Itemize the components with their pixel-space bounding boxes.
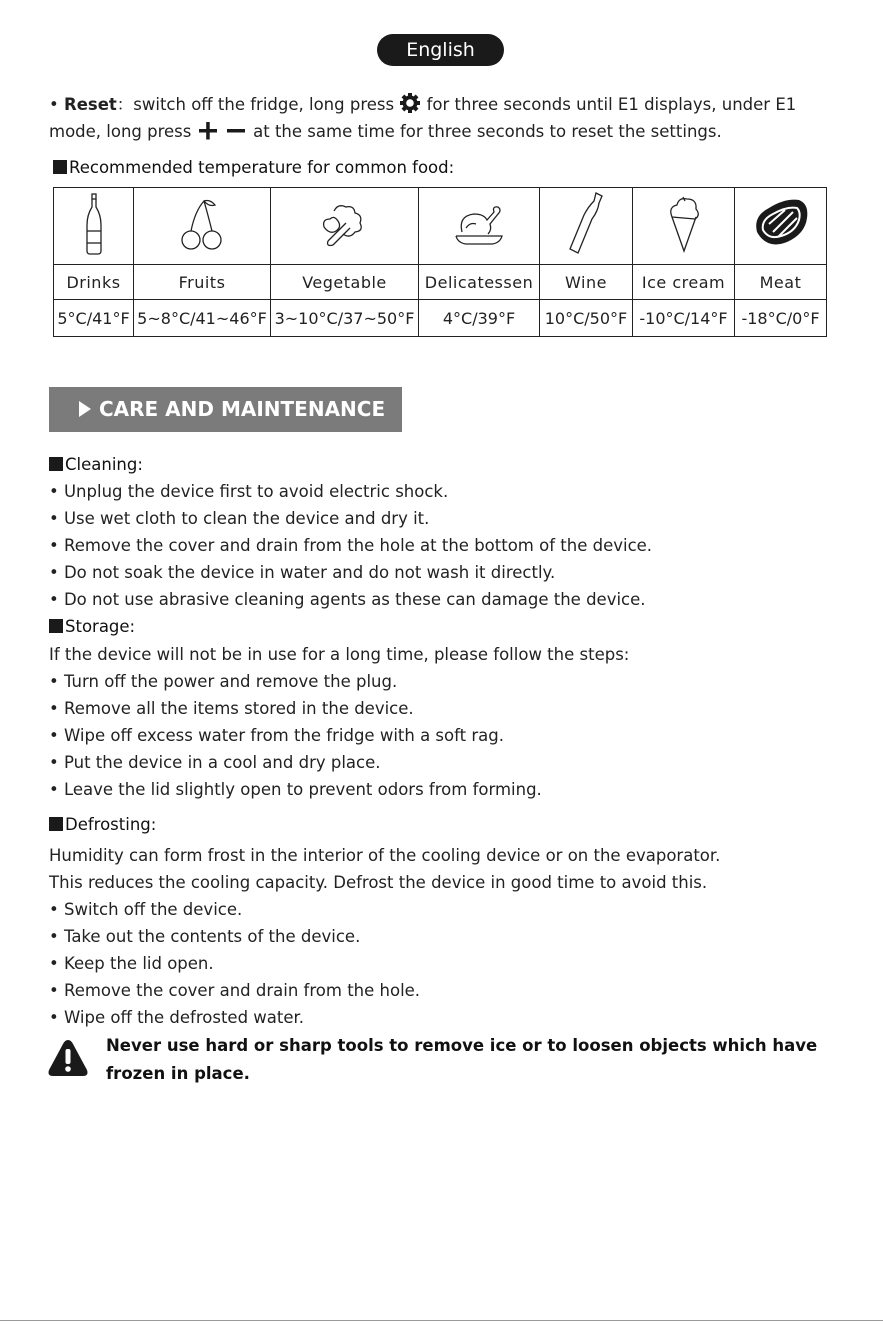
wine-bottle-icon — [566, 191, 606, 257]
list-item: • Switch off the device. — [49, 900, 243, 919]
table-cell — [419, 188, 540, 265]
list-item: • Use wet cloth to clean the device and dry it. — [49, 509, 430, 528]
food-temp-ice-cream: -10°C/14°F — [633, 300, 735, 337]
list-item: • Put the device in a cool and dry place. — [49, 753, 381, 772]
cleaning-list — [49, 478, 849, 613]
list-item: • Take out the contents of the device. — [49, 927, 361, 946]
triangle-right-icon — [79, 401, 91, 417]
warning-text — [106, 1032, 826, 1088]
square-bullet-icon — [53, 160, 67, 174]
warning-line-1: Never use hard or sharp tools to remove ice or to loosen objects which have — [106, 1036, 818, 1055]
table-cell — [633, 188, 735, 265]
food-name-vegetable: Vegetable — [271, 265, 419, 300]
bottle-icon — [84, 193, 104, 255]
list-item: • Unplug the device first to avoid electric shock. — [49, 482, 449, 501]
language-badge: English — [377, 34, 504, 66]
reset-text-4: at the same time for three seconds to reset the settings. — [253, 122, 722, 141]
bottom-divider — [0, 1320, 883, 1321]
reset-colon: ： — [116, 95, 134, 114]
vegetable-icon — [320, 201, 370, 247]
storage-title: Storage: — [49, 617, 135, 636]
food-name-meat: Meat — [735, 265, 827, 300]
list-item: • Wipe off the defrosted water. — [49, 1008, 305, 1027]
list-item: • Remove all the items stored in the device. — [49, 699, 414, 718]
reset-text-1: switch off the fridge, long press — [133, 95, 395, 114]
food-name-fruits: Fruits — [134, 265, 271, 300]
gear-icon — [399, 92, 421, 114]
food-temp-drinks: 5°C/41°F — [54, 300, 134, 337]
cherries-icon — [179, 197, 225, 251]
list-item: • Do not use abrasive cleaning agents as these can damage the device. — [49, 590, 646, 609]
food-name-ice-cream: Ice cream — [633, 265, 735, 300]
list-item: • Keep the lid open. — [49, 954, 214, 973]
defrosting-intro-1: Humidity can form frost in the interior of the cooling device or on the evaporator. — [49, 846, 721, 865]
plus-icon — [197, 121, 219, 141]
food-name-delicatessen: Delicatessen — [419, 265, 540, 300]
care-maintenance-banner: CARE AND MAINTENANCE — [49, 387, 402, 432]
list-item: • Leave the lid slightly open to prevent odors from forming. — [49, 780, 542, 799]
reset-instructions: • Reset：switch off the fridge, long press for three seconds until E1 displays, under E1 mode, long press at the same time for three seconds to reset the settings. — [49, 91, 839, 145]
list-item: • Turn off the power and remove the plug. — [49, 672, 398, 691]
square-bullet-icon — [49, 457, 63, 471]
square-bullet-icon — [49, 619, 63, 633]
warning-line-2: frozen in place. — [106, 1064, 250, 1083]
defrosting-title: Defrosting: — [49, 815, 156, 834]
reset-label: Reset — [63, 95, 117, 114]
table-cell — [271, 188, 419, 265]
food-temp-fruits: 5~8°C/41~46°F — [134, 300, 271, 337]
table-cell — [735, 188, 827, 265]
food-name-drinks: Drinks — [54, 265, 134, 300]
defrosting-intro-2: This reduces the cooling capacity. Defrost the device in good time to avoid this. — [49, 873, 708, 892]
cleaning-title: Cleaning: — [49, 455, 143, 474]
storage-intro: If the device will not be in use for a long time, please follow the steps: — [49, 645, 630, 664]
ice-cream-icon — [667, 195, 701, 253]
table-cell — [540, 188, 633, 265]
temperature-section-title: Recommended temperature for common food: — [53, 158, 454, 177]
food-temperature-table — [53, 187, 827, 337]
steak-icon — [751, 196, 811, 252]
defrosting-list — [49, 842, 849, 1031]
food-temp-delicatessen: 4°C/39°F — [419, 300, 540, 337]
list-item: • Wipe off excess water from the fridge with a soft rag. — [49, 726, 504, 745]
list-item: • Remove the cover and drain from the hole. — [49, 981, 421, 1000]
food-temp-meat: -18°C/0°F — [735, 300, 827, 337]
food-temp-wine: 10°C/50°F — [540, 300, 633, 337]
roast-chicken-icon — [454, 202, 504, 246]
storage-list — [49, 641, 849, 803]
reset-text-3: mode, long press — [49, 122, 192, 141]
square-bullet-icon — [49, 817, 63, 831]
minus-icon — [224, 121, 248, 141]
table-cell — [54, 188, 134, 265]
list-item: • Remove the cover and drain from the hole at the bottom of the device. — [49, 536, 653, 555]
food-temp-vegetable: 3~10°C/37~50°F — [271, 300, 419, 337]
table-cell — [134, 188, 271, 265]
food-name-wine: Wine — [540, 265, 633, 300]
list-item: • Do not soak the device in water and do not wash it directly. — [49, 563, 556, 582]
reset-text-2: for three seconds until E1 displays, under E1 — [426, 95, 797, 114]
warning-icon — [47, 1038, 89, 1078]
